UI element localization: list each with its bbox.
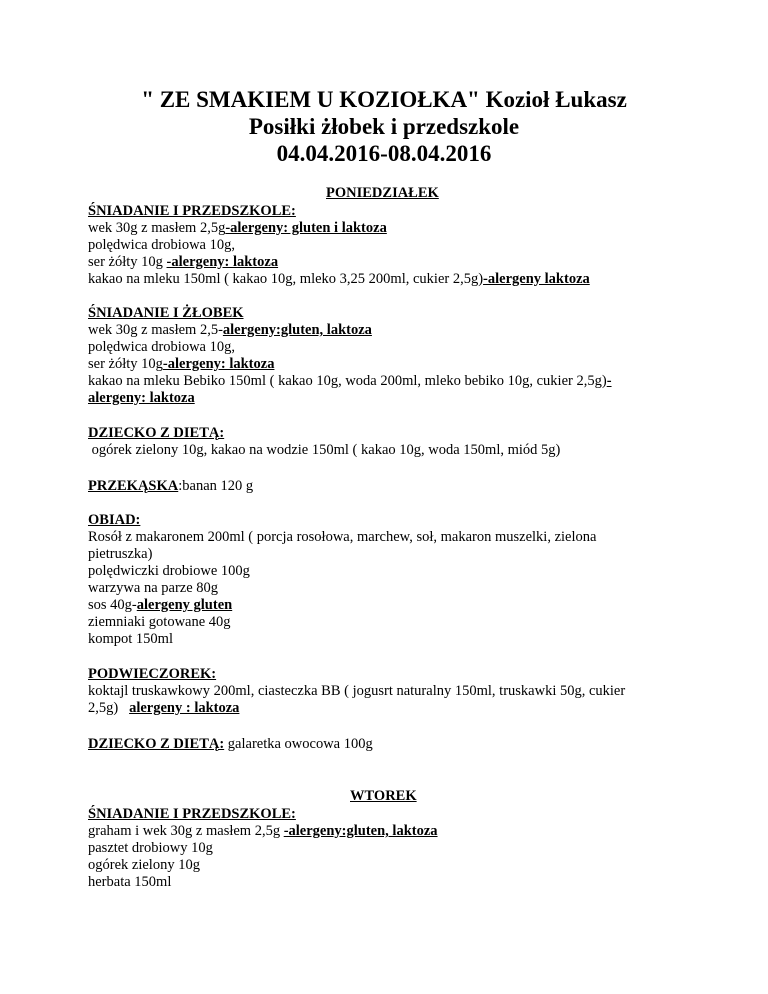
- menu-line: polędwica drobiowa 10g,: [88, 237, 235, 253]
- day-heading-tuesday: WTOREK: [350, 788, 417, 804]
- menu-line: ogórek zielony 10g: [88, 857, 200, 873]
- section-label: DZIECKO Z DIETĄ:: [88, 736, 225, 752]
- day-heading-monday: PONIEDZIAŁEK: [326, 185, 439, 201]
- menu-item-text: galaretka owocowa 100g: [224, 736, 373, 752]
- date-range: 04.04.2016-08.04.2016: [276, 141, 492, 166]
- allergen-note: alergeny : laktoza: [129, 700, 240, 716]
- allergen-note: -alergeny: gluten i laktoza: [225, 220, 387, 236]
- menu-line: [88, 373, 698, 390]
- section-label: PRZEKĄSKA: [88, 478, 179, 494]
- menu-line: Rosół z makaronem 200ml ( porcja rosołowa, marchew, soł, makaron muszelki, zielona: [88, 529, 597, 545]
- menu-line: warzywa na parze 80g: [88, 580, 219, 596]
- menu-line: [88, 254, 698, 271]
- menu-line: polędwica drobiowa 10g,: [88, 339, 235, 355]
- monday-diet-breakfast: [88, 425, 698, 459]
- menu-line: pasztet drobiowy 10g: [88, 840, 213, 856]
- allergen-note: -alergeny: laktoza: [162, 356, 275, 372]
- monday-breakfast-nursery: [88, 305, 698, 407]
- section-label: ŚNIADANIE I PRZEDSZKOLE:: [88, 203, 296, 219]
- menu-item-text: wek 30g z masłem 2,5g: [88, 220, 226, 236]
- menu-item-text: kakao na mleku 150ml ( kakao 10g, mleko 3,25 200ml, cukier 2,5g): [88, 271, 484, 287]
- section-label: DZIECKO Z DIETĄ:: [88, 425, 225, 441]
- menu-item-text: 2,5g): [88, 700, 130, 716]
- monday-lunch: [88, 512, 698, 648]
- allergen-note: -alergeny laktoza: [483, 271, 590, 287]
- menu-item-text: sos 40g-: [88, 597, 137, 613]
- tuesday-breakfast-preschool: [88, 806, 698, 891]
- menu-line: ziemniaki gotowane 40g: [88, 614, 231, 630]
- section-label: ŚNIADANIE I PRZEDSZKOLE:: [88, 806, 296, 822]
- menu-line: [88, 823, 698, 840]
- section-label: OBIAD:: [88, 512, 141, 528]
- allergen-note: alergeny: laktoza: [88, 390, 195, 406]
- allergen-note: -: [606, 373, 612, 389]
- menu-line: polędwiczki drobiowe 100g: [88, 563, 250, 579]
- menu-line: [88, 597, 698, 614]
- menu-item-text: kakao na mleku Bebiko 150ml ( kakao 10g, woda 200ml, mleko bebiko 10g, cukier 2,5g): [88, 373, 607, 389]
- menu-item-text: ser żółty 10g: [88, 356, 163, 372]
- monday-snack: [88, 478, 698, 495]
- menu-item-text: ser żółty 10g: [88, 254, 167, 270]
- menu-line: koktajl truskawkowy 200ml, ciasteczka BB ( jogusrt naturalny 150ml, truskawki 50g, cukier: [88, 683, 626, 699]
- allergen-note: -alergeny: laktoza: [166, 254, 279, 270]
- section-label: ŚNIADANIE I ŻŁOBEK: [88, 305, 244, 321]
- menu-subtitle: Posiłki żłobek i przedszkole: [248, 114, 520, 139]
- monday-diet-afternoon: [88, 736, 698, 753]
- section-label: PODWIECZOREK:: [88, 666, 217, 682]
- monday-breakfast-preschool: [88, 203, 698, 288]
- menu-line: [88, 322, 698, 339]
- menu-line: [88, 220, 698, 237]
- menu-item-text: :banan 120 g: [178, 478, 254, 494]
- allergen-note: alergeny:gluten, laktoza: [222, 322, 372, 338]
- caterer-title: " ZE SMAKIEM U KOZIOŁKA" Kozioł Łukasz: [141, 87, 627, 112]
- menu-line: [88, 700, 698, 717]
- document-header: [0, 86, 768, 167]
- menu-line: herbata 150ml: [88, 874, 172, 890]
- menu-line: [88, 356, 698, 373]
- monday-afternoon-snack: [88, 666, 698, 717]
- menu-item-text: wek 30g z masłem 2,5-: [88, 322, 223, 338]
- menu-line: [88, 271, 698, 288]
- menu-line: kompot 150ml: [88, 631, 173, 647]
- menu-line: ogórek zielony 10g, kakao na wodzie 150ml ( kakao 10g, woda 150ml, miód 5g): [88, 442, 561, 458]
- allergen-note: alergeny gluten: [136, 597, 233, 613]
- allergen-note: -alergeny:gluten, laktoza: [283, 823, 438, 839]
- menu-item-text: graham i wek 30g z masłem 2,5g: [88, 823, 284, 839]
- menu-line: pietruszka): [88, 546, 153, 562]
